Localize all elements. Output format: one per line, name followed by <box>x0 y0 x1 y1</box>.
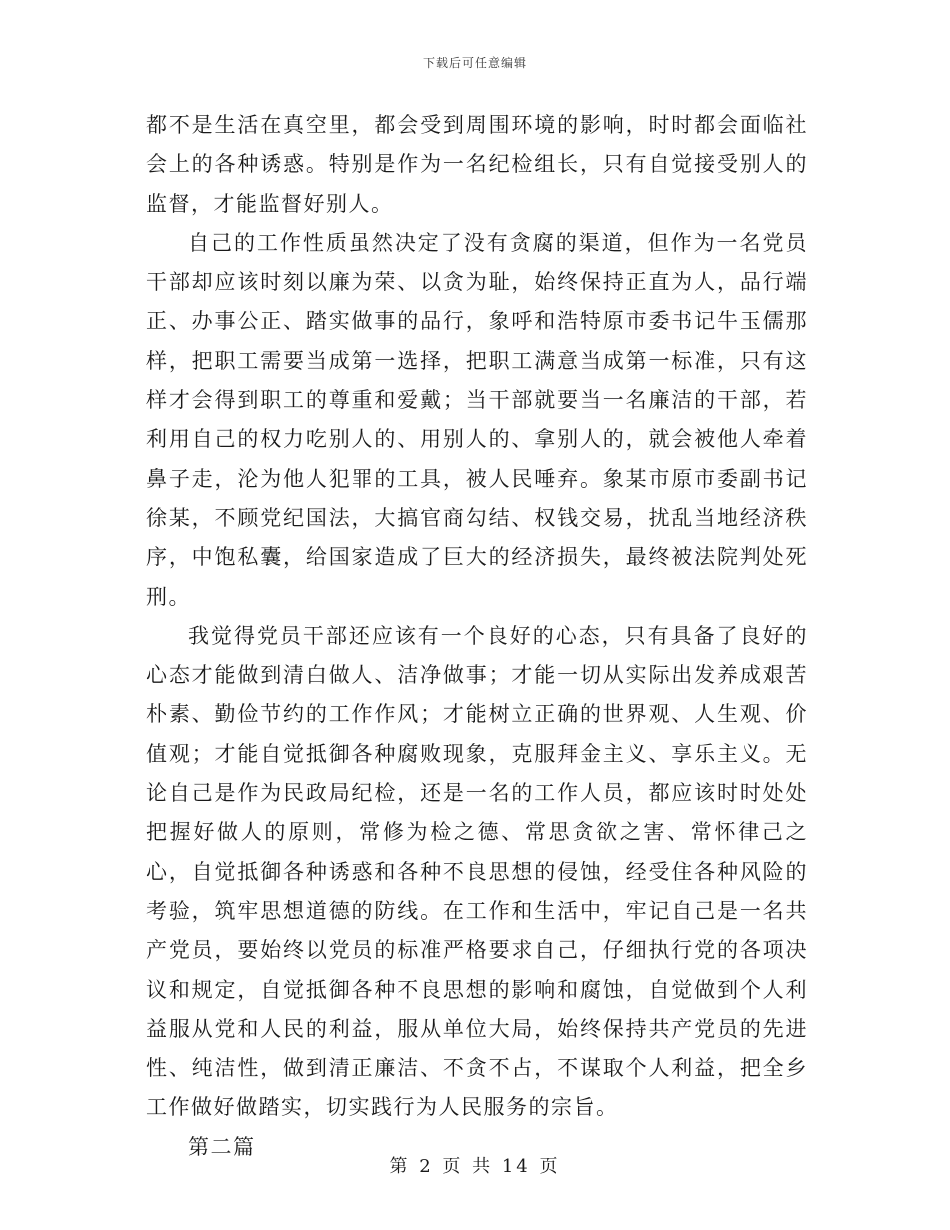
section-heading: 第二篇 <box>188 1134 256 1159</box>
document-body <box>146 106 808 1167</box>
paragraph-2: 自己的工作性质虽然决定了没有贪腐的渠道，但作为一名党员干部却应该时刻以廉为荣、以贪为耻，始终保持正直为人，品行端正、办事公正、踏实做事的品行，象呼和浩特原市委书记牛玉儒那样，把职工需要当成第一选择，把职工满意当成第一标准，只有这样才会得到职工的尊重和爱戴；当干部就要当一名廉洁的干部，若利用自己的权力吃别人的、用别人的、拿别人的，就会被他人牵着鼻子走，沦为他人犯罪的工具，被人民唾弃。象某市原市委副书记徐某，不顾党纪国法，大搞官商勾结、权钱交易，扰乱当地经济秩序，中饱私囊，给国家造成了巨大的经济损失，最终被法院判处死刑。 <box>146 230 808 609</box>
page-number-footer: 第 2 页 共 14 页 <box>389 1156 561 1177</box>
paragraph-3: 我觉得党员干部还应该有一个良好的心态，只有具备了良好的心态才能做到清白做人、洁净做事；才能一切从实际出发养成艰苦朴素、勤俭节约的工作作风；才能树立正确的世界观、人生观、价值观；才能自觉抵御各种腐败现象，克服拜金主义、享乐主义。无论自己是作为民政局纪检，还是一名的工作人员，都应该时时处处把握好做人的原则，常修为检之德、常思贪欲之害、常怀律己之心，自觉抵御各种诱惑和各种不良思想的侵蚀，经受住各种风险的考验，筑牢思想道德的防线。在工作和生活中，牢记自己是一名共产党员，要始终以党员的标准严格要求自己，仔细执行党的各项决议和规定，自觉抵御各种不良思想的影响和腐蚀，自觉做到个人利益服从党和人民的利益，服从单位大局，始终保持共产党员的先进性、纯洁性，做到清正廉洁、不贪不占，不谋取个人利益，把全乡工作做好做踏实，切实践行为人民服务的宗旨。 <box>146 623 808 1120</box>
page-header-note: 下载后可任意编辑 <box>422 56 527 70</box>
paragraph-1: 都不是生活在真空里，都会受到周围环境的影响，时时都会面临社会上的各种诱惑。特别是作为一名纪检组长，只有自觉接受别人的监督，才能监督好别人。 <box>146 113 808 216</box>
